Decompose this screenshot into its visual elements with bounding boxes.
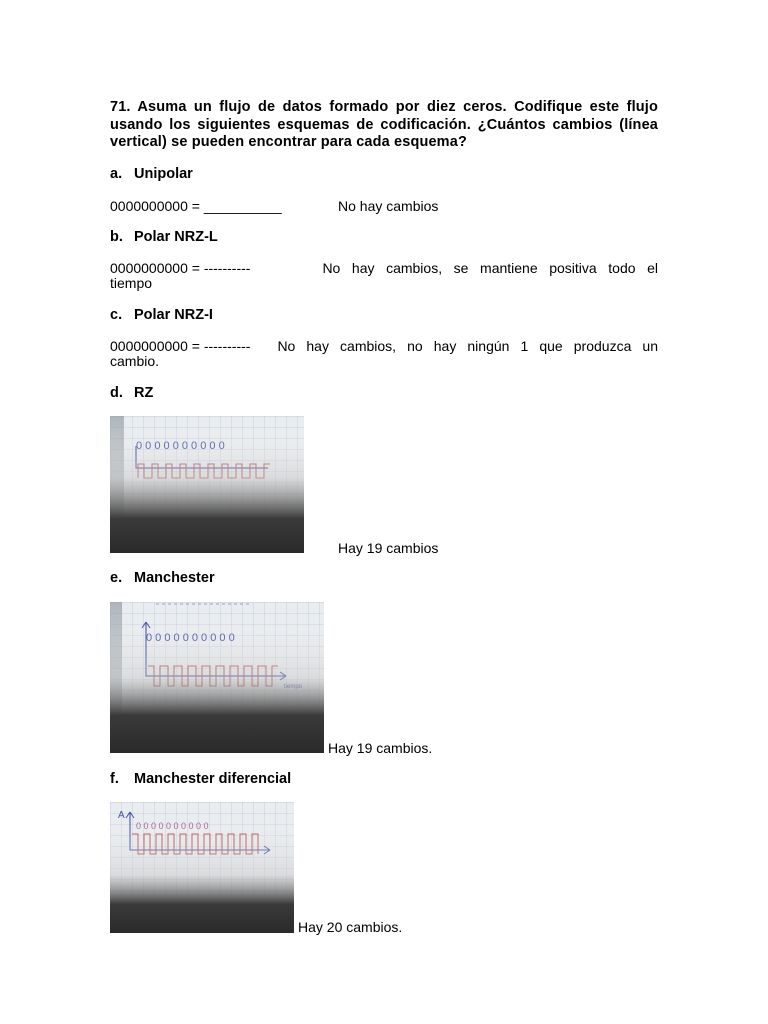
unipolar-answer: No hay cambios [338,198,439,214]
heading-letter: a. [110,166,123,182]
heading-manchester-diferencial [110,771,291,787]
heading-letter: c. [110,307,123,323]
manchester-diferencial-answer: Hay 20 cambios. [298,919,403,935]
nrz-i-answer [277,339,658,354]
question-text: 71. Asuma un flujo de datos formado por diez ceros. Codifique este flujo usando los siguientes esquemas de codificación. ¿Cuántos cambios (línea vertical) se pueden encontrar para cada esquema? [110,99,658,150]
heading-nrz-l [110,229,218,245]
heading-unipolar [110,166,193,182]
nrz-l-answer [322,261,658,276]
nrz-l-answer-cont: tiempo [110,275,153,291]
nrz-i-answer-text: No hay cambios, no hay ningún 1 que produzca un [277,338,658,354]
rz-answer: Hay 19 cambios [338,540,439,556]
heading-letter: e. [110,570,123,586]
nrz-l-answer-text: No hay cambios, se mantiene positiva todo el [322,260,658,276]
nrz-i-code: 0000000000 = ---------- [110,338,251,354]
heading-nrz-i [110,307,213,323]
heading-letter: f. [110,771,119,787]
heading-letter: d. [110,385,123,401]
nrz-l-block [110,261,658,291]
manchester-diferencial-photo [110,802,294,933]
heading-manchester [110,570,215,586]
heading-title: Polar NRZ-I [134,307,213,323]
rz-photo [110,416,304,553]
nrz-i-block [110,339,658,369]
heading-title: Polar NRZ-L [134,229,218,245]
heading-rz [110,385,153,401]
manchester-photo [110,602,324,753]
manchester-diferencial-photo-drawing [110,802,294,933]
manchester-photo-drawing [110,602,324,753]
heading-title: Manchester diferencial [134,771,292,787]
heading-title: Manchester [134,570,215,586]
rz-photo-drawing [110,416,304,553]
heading-letter: b. [110,229,123,245]
heading-title: Unipolar [134,166,193,182]
heading-title: RZ [134,385,154,401]
unipolar-code: 0000000000 = __________ [110,198,282,214]
nrz-l-code: 0000000000 = ---------- [110,260,251,276]
nrz-i-answer-cont: cambio. [110,353,160,369]
manchester-answer: Hay 19 cambios. [328,740,433,756]
